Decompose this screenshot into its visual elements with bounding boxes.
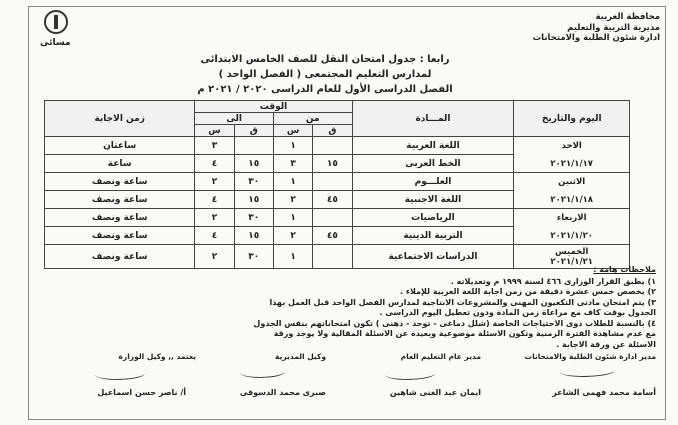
title-line-3: الفصل الدراسى الأول للعام الدراسى ٢٠٢٠ / ٢٠٢١ م: [197, 84, 453, 95]
logo-label: مسائى: [40, 38, 71, 48]
header-from-hour: س: [273, 125, 312, 137]
signature-name: ايمان عبد الغنى شاهين: [389, 388, 481, 397]
header-to-minute: ق: [234, 125, 273, 137]
table-row: اللغة الاجنبية ٤٥ ٢ ١٥ ٤ ساعة ونصف: [45, 191, 630, 209]
note-item: ٣) يتم امتحان مادتى التكعيون المهنى والمشروعات الانتاجية لمدارس الفصل الواحد قبل العمل بهذا: [269, 297, 656, 307]
department: ادارة شئون الطلبة والامتحانات: [532, 33, 660, 43]
day-cell: الاربعاء ٢٠٢١/١/٢٠: [514, 209, 630, 245]
notes-section: [36, 265, 656, 350]
header-from-minute: ق: [313, 125, 352, 137]
header-to-hour: س: [195, 125, 234, 137]
table-row: الخميس ٢٠٢١/١/٢١ الدراسات الاجتماعية ١ ٣٠ ٢ ساعة ونصف: [45, 245, 630, 269]
note-item: ٤) بالنسبة للطلاب ذوى الاحتياجات الخاصة (شلل دماغى - توحد - ذهنى ) تكون امتحاناتهم بنفس الجدول: [253, 318, 656, 328]
signature-name: أ/ ناصر حسن اسماعيل: [97, 388, 186, 397]
table-row: التربية الدينية ٤٥ ٢ ١٥ ٤ ساعة ونصف: [45, 227, 630, 245]
table-row: الاثنين ٢٠٢١/١/١٨ العلـــوم ١ ٣٠ ٢ ساعة ونصف: [45, 173, 630, 191]
note-item: ١) يطبق القرار الوزارى ٤٦٦ لسنة ١٩٩٩ م وتعديلاته .: [450, 276, 656, 286]
signature-role: وكيل المديرية: [275, 352, 326, 361]
header-subject: المـــادة: [352, 101, 514, 137]
exam-schedule-table: [44, 100, 630, 269]
document-titles: [150, 52, 500, 97]
header-from: من: [273, 113, 352, 125]
header-block: [533, 12, 660, 44]
signature-name: صبرى محمد الدسوقى: [239, 388, 326, 397]
signature-name: أسامة محمد فهمى الشاعر: [552, 388, 656, 397]
title-line-1: رابعا : جدول امتحان النقل للصف الخامس الابتدائى: [200, 54, 450, 65]
directorate: مديرية التربية والتعليم: [567, 22, 660, 33]
note-item: مع عدم مشاهدة الفترة الزمنية وتكون الاسئلة موضوعية وبعيدة عن الاسئلة المقالية ولا يوجد ورقة: [273, 329, 656, 338]
notes-title: ملاحظات هامة :: [593, 265, 656, 274]
note-item: الجدول بوقت كاف مع مراعاة زمن المادة ودون تعطيل اليوم الدراسى .: [379, 308, 656, 317]
header-duration: زمن الاجابة: [45, 101, 195, 137]
header-to: الى: [195, 113, 274, 125]
signature-role: يعتمد ,, وكيل الوزارة: [118, 352, 196, 361]
table-row: الخط العربى ١٥ ٣ ١٥ ٤ ساعة: [45, 155, 630, 173]
day-cell: الخميس ٢٠٢١/١/٢١: [514, 245, 630, 269]
table-row: الاحد ٢٠٢١/١/١٧ اللغة العربية ١ ٣ ساعتان: [45, 137, 630, 155]
note-item: الاسئلة عن ورقة الاجابة .: [556, 339, 656, 349]
header-time: الوقت: [195, 101, 352, 113]
header-day-date: اليوم والتاريخ: [514, 101, 630, 137]
title-line-2: لمدارس التعليم المجتمعى ( الفصل الواحد ): [218, 69, 432, 80]
table-row: الاربعاء ٢٠٢١/١/٢٠ الرياضيات ١ ٣٠ ٢ ساعة ونصف: [45, 209, 630, 227]
signature-role: مدير ادارة شئون الطلبة والامتحانات: [524, 352, 656, 361]
note-item: ٢) يخصص خمس عشرة دقيقة من زمن اجابة اللغة العربية للإملاء .: [400, 287, 656, 296]
governorate: محافظة الغربية: [595, 12, 660, 22]
logo: [36, 10, 78, 52]
day-cell: الاثنين ٢٠٢١/١/١٨: [514, 173, 630, 209]
signature-role: مدير عام التعليم العام: [400, 352, 481, 361]
day-cell: الاحد ٢٠٢١/١/١٧: [514, 137, 630, 173]
